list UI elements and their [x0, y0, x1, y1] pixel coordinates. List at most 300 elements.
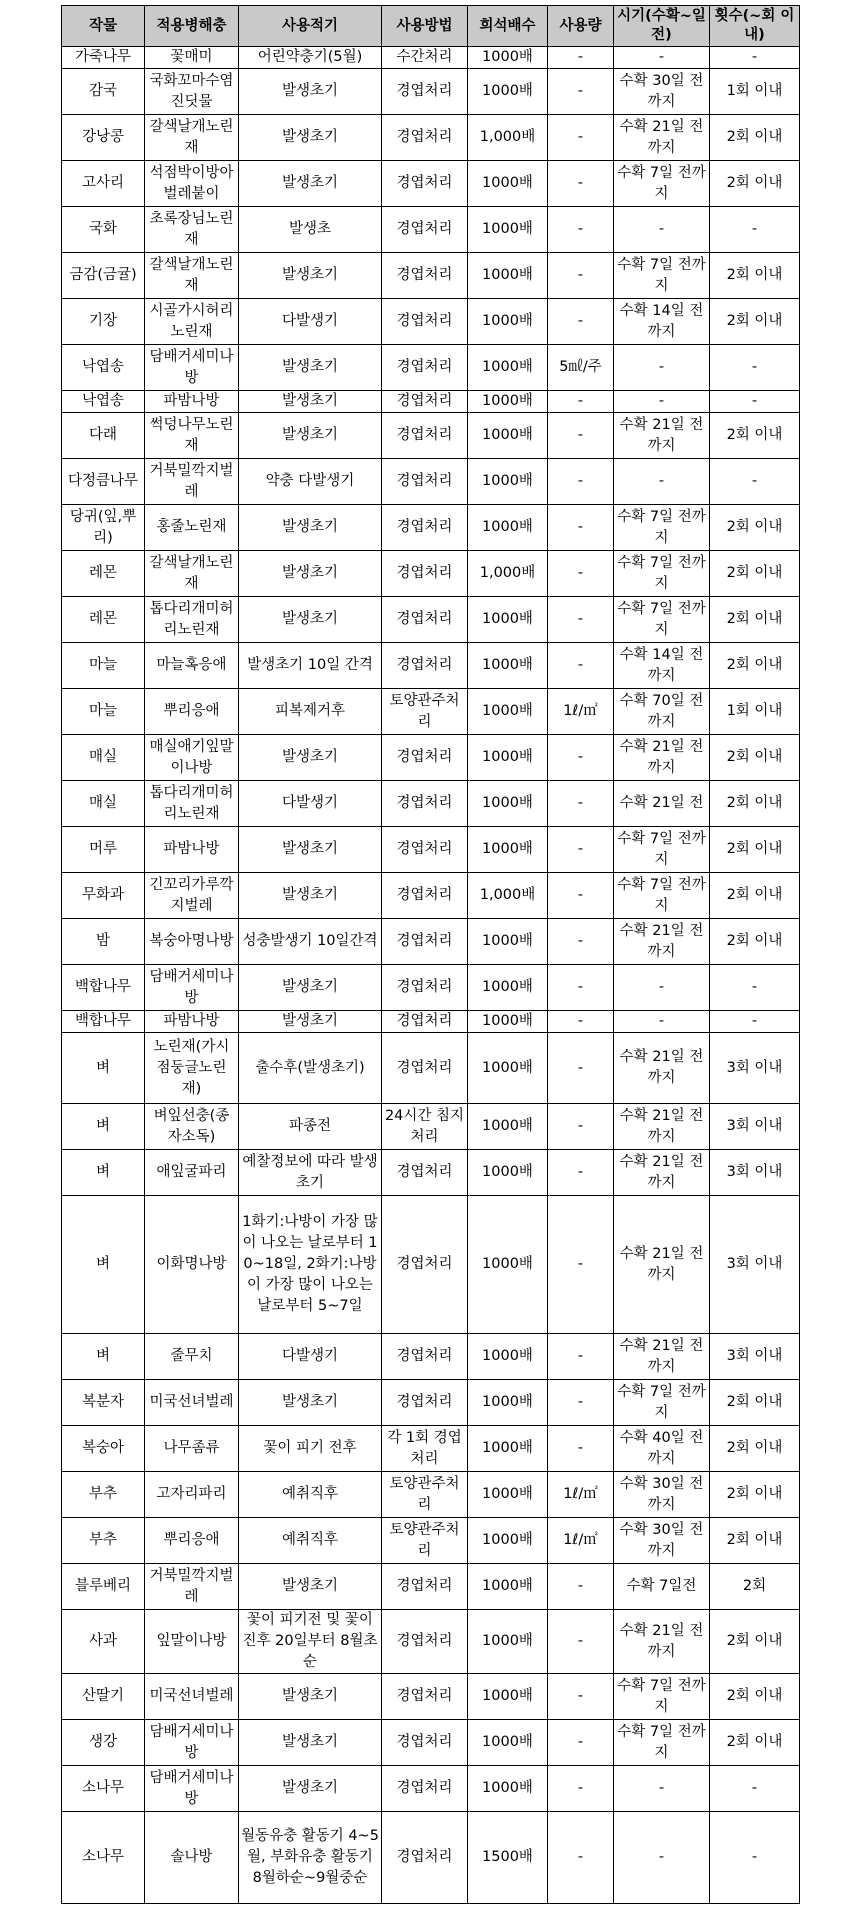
table-row [62, 1334, 800, 1380]
cell-application-timing: 발생초 [239, 207, 382, 253]
table-row [62, 1380, 800, 1426]
cell-crop: 생강 [62, 1720, 145, 1766]
cell-dilution: 1000배 [468, 1564, 548, 1610]
cell-preharvest-interval: 수확 30일 전까지 [614, 69, 710, 115]
cell-max-applications: 2회 이내 [710, 115, 800, 161]
cell-target-pest: 석점박이방아벌레붙이 [145, 161, 239, 207]
cell-crop: 밤 [62, 919, 145, 965]
table-row [62, 1033, 800, 1104]
header-dilution: 희석배수 [468, 6, 548, 47]
cell-application-timing: 피복제거후 [239, 689, 382, 735]
table-row [62, 47, 800, 69]
cell-application-timing: 발생초기 [239, 505, 382, 551]
cell-application-method: 경엽처리 [382, 413, 468, 459]
cell-dilution: 1000배 [468, 1610, 548, 1674]
cell-target-pest: 미국선녀벌레 [145, 1380, 239, 1426]
cell-max-applications: 2회 이내 [710, 735, 800, 781]
cell-usage-amount: 1ℓ/㎡ [548, 1472, 614, 1518]
cell-preharvest-interval: - [614, 1011, 710, 1033]
cell-application-method: 경엽처리 [382, 735, 468, 781]
cell-usage-amount: - [548, 1334, 614, 1380]
cell-preharvest-interval: 수확 30일 전까지 [614, 1472, 710, 1518]
cell-crop: 사과 [62, 1610, 145, 1674]
cell-usage-amount: 5㎖/주 [548, 345, 614, 391]
cell-max-applications: 2회 이내 [710, 1674, 800, 1720]
cell-dilution: 1000배 [468, 299, 548, 345]
cell-crop: 백합나무 [62, 965, 145, 1011]
cell-usage-amount: - [548, 781, 614, 827]
cell-usage-amount: - [548, 1766, 614, 1812]
cell-application-method: 경엽처리 [382, 391, 468, 413]
cell-usage-amount: - [548, 1150, 614, 1196]
cell-preharvest-interval: 수확 7일 전까지 [614, 597, 710, 643]
cell-preharvest-interval: 수확 7일 전까지 [614, 873, 710, 919]
cell-target-pest: 줄무치 [145, 1334, 239, 1380]
cell-application-method: 경엽처리 [382, 1380, 468, 1426]
cell-dilution: 1000배 [468, 919, 548, 965]
cell-usage-amount: - [548, 1011, 614, 1033]
table-row [62, 827, 800, 873]
cell-application-method: 경엽처리 [382, 781, 468, 827]
cell-dilution: 1000배 [468, 597, 548, 643]
cell-dilution: 1000배 [468, 1334, 548, 1380]
cell-preharvest-interval: 수확 14일 전까지 [614, 643, 710, 689]
cell-dilution: 1000배 [468, 1518, 548, 1564]
cell-dilution: 1000배 [468, 1033, 548, 1104]
cell-max-applications: 2회 이내 [710, 919, 800, 965]
cell-application-method: 경엽처리 [382, 873, 468, 919]
cell-max-applications: - [710, 345, 800, 391]
cell-max-applications: 2회 이내 [710, 1472, 800, 1518]
cell-dilution: 1000배 [468, 161, 548, 207]
cell-preharvest-interval: 수확 7일 전까지 [614, 1674, 710, 1720]
cell-preharvest-interval: 수확 21일 전까지 [614, 1150, 710, 1196]
cell-target-pest: 꽃매미 [145, 47, 239, 69]
cell-crop: 금감(금귤) [62, 253, 145, 299]
cell-preharvest-interval: 수확 21일 전까지 [614, 1033, 710, 1104]
table-row [62, 207, 800, 253]
cell-crop: 부추 [62, 1472, 145, 1518]
cell-dilution: 1000배 [468, 47, 548, 69]
cell-application-timing: 발생초기 [239, 253, 382, 299]
cell-application-timing: 파종전 [239, 1104, 382, 1150]
cell-target-pest: 애잎굴파리 [145, 1150, 239, 1196]
cell-usage-amount: - [548, 505, 614, 551]
cell-max-applications: 3회 이내 [710, 1150, 800, 1196]
cell-application-method: 경엽처리 [382, 1812, 468, 1904]
cell-usage-amount: - [548, 1033, 614, 1104]
cell-max-applications: 1회 이내 [710, 69, 800, 115]
cell-max-applications: 3회 이내 [710, 1196, 800, 1334]
cell-crop: 감국 [62, 69, 145, 115]
cell-application-method: 경엽처리 [382, 345, 468, 391]
cell-preharvest-interval: 수확 7일전 [614, 1564, 710, 1610]
cell-usage-amount: - [548, 299, 614, 345]
cell-application-method: 경엽처리 [382, 1610, 468, 1674]
cell-crop: 매실 [62, 781, 145, 827]
cell-max-applications: 2회 이내 [710, 299, 800, 345]
cell-usage-amount: - [548, 1196, 614, 1334]
cell-max-applications: - [710, 1011, 800, 1033]
cell-target-pest: 톱다리개미허리노린재 [145, 781, 239, 827]
cell-dilution: 1500배 [468, 1812, 548, 1904]
cell-preharvest-interval: 수확 7일 전까지 [614, 161, 710, 207]
cell-dilution: 1000배 [468, 965, 548, 1011]
cell-application-timing: 1화기:나방이 가장 많이 나오는 날로부터 10~18일, 2화기:나방이 가장 많이 나오는 날로부터 5~7일 [239, 1196, 382, 1334]
cell-application-timing: 발생초기 [239, 597, 382, 643]
cell-crop: 가죽나무 [62, 47, 145, 69]
cell-max-applications: - [710, 459, 800, 505]
cell-target-pest: 파밤나방 [145, 1011, 239, 1033]
cell-dilution: 1000배 [468, 643, 548, 689]
cell-dilution: 1000배 [468, 1472, 548, 1518]
cell-dilution: 1000배 [468, 1766, 548, 1812]
cell-preharvest-interval: - [614, 1766, 710, 1812]
cell-target-pest: 초록장님노린재 [145, 207, 239, 253]
cell-preharvest-interval: 수확 21일 전까지 [614, 115, 710, 161]
cell-preharvest-interval: 수확 7일 전까지 [614, 1380, 710, 1426]
cell-application-timing: 발생초기 [239, 965, 382, 1011]
cell-usage-amount: - [548, 643, 614, 689]
cell-target-pest: 담배거세미나방 [145, 1766, 239, 1812]
cell-target-pest: 담배거세미나방 [145, 1720, 239, 1766]
cell-crop: 산딸기 [62, 1674, 145, 1720]
cell-max-applications: 2회 이내 [710, 1720, 800, 1766]
cell-max-applications: 2회 이내 [710, 161, 800, 207]
cell-preharvest-interval: 수확 21일 전까지 [614, 1610, 710, 1674]
cell-application-timing: 발생초기 [239, 1766, 382, 1812]
table-row [62, 1196, 800, 1334]
table-row [62, 643, 800, 689]
cell-preharvest-interval: 수확 21일 전 [614, 781, 710, 827]
table-row [62, 1610, 800, 1674]
cell-max-applications: - [710, 391, 800, 413]
table-header-row [62, 6, 800, 47]
cell-preharvest-interval: - [614, 391, 710, 413]
cell-application-timing: 발생초기 [239, 391, 382, 413]
table-row [62, 1674, 800, 1720]
cell-application-timing: 꽃이 피기 전후 [239, 1426, 382, 1472]
cell-application-method: 경엽처리 [382, 505, 468, 551]
cell-max-applications: 3회 이내 [710, 1334, 800, 1380]
cell-application-timing: 예찰정보에 따라 발생초기 [239, 1150, 382, 1196]
cell-usage-amount: - [548, 391, 614, 413]
cell-application-timing: 어린약충기(5월) [239, 47, 382, 69]
cell-preharvest-interval: 수확 21일 전까지 [614, 919, 710, 965]
header-crop: 작물 [62, 6, 145, 47]
cell-dilution: 1,000배 [468, 873, 548, 919]
cell-preharvest-interval: - [614, 965, 710, 1011]
cell-crop: 벼 [62, 1033, 145, 1104]
cell-dilution: 1000배 [468, 459, 548, 505]
table-row [62, 253, 800, 299]
cell-preharvest-interval: 수확 7일 전까지 [614, 505, 710, 551]
cell-application-timing: 발생초기 [239, 873, 382, 919]
cell-crop: 벼 [62, 1196, 145, 1334]
cell-crop: 당귀(잎,뿌리) [62, 505, 145, 551]
header-target-pest: 적용병해충 [145, 6, 239, 47]
cell-application-timing: 발생초기 [239, 735, 382, 781]
cell-preharvest-interval: 수확 21일 전까지 [614, 1334, 710, 1380]
table-row [62, 345, 800, 391]
cell-dilution: 1000배 [468, 827, 548, 873]
cell-crop: 벼 [62, 1334, 145, 1380]
cell-target-pest: 솔나방 [145, 1812, 239, 1904]
cell-target-pest: 고자리파리 [145, 1472, 239, 1518]
cell-target-pest: 이화명나방 [145, 1196, 239, 1334]
cell-target-pest: 나무좀류 [145, 1426, 239, 1472]
cell-usage-amount: - [548, 827, 614, 873]
cell-application-timing: 다발생기 [239, 299, 382, 345]
cell-application-timing: 발생초기 [239, 1011, 382, 1033]
header-max-applications: 횟수(~회 이내) [710, 6, 800, 47]
cell-crop: 소나무 [62, 1766, 145, 1812]
cell-application-timing: 발생초기 [239, 69, 382, 115]
table-row [62, 597, 800, 643]
cell-application-timing: 발생초기 [239, 1380, 382, 1426]
table-row [62, 735, 800, 781]
cell-preharvest-interval: 수확 21일 전까지 [614, 735, 710, 781]
table-row [62, 1720, 800, 1766]
cell-max-applications: 2회 이내 [710, 781, 800, 827]
cell-dilution: 1000배 [468, 1674, 548, 1720]
cell-application-method: 경엽처리 [382, 69, 468, 115]
cell-application-timing: 발생초기 [239, 345, 382, 391]
cell-usage-amount: - [548, 1380, 614, 1426]
table-row [62, 1518, 800, 1564]
cell-application-method: 경엽처리 [382, 1033, 468, 1104]
cell-usage-amount: - [548, 1610, 614, 1674]
cell-application-method: 경엽처리 [382, 919, 468, 965]
cell-max-applications: 2회 이내 [710, 413, 800, 459]
cell-application-method: 경엽처리 [382, 207, 468, 253]
cell-usage-amount: - [548, 1812, 614, 1904]
cell-usage-amount: - [548, 873, 614, 919]
cell-application-method: 토양관주처리 [382, 1518, 468, 1564]
cell-usage-amount: - [548, 919, 614, 965]
cell-target-pest: 담배거세미나방 [145, 345, 239, 391]
cell-target-pest: 시골가시허리노린재 [145, 299, 239, 345]
cell-application-method: 경엽처리 [382, 459, 468, 505]
cell-target-pest: 담배거세미나방 [145, 965, 239, 1011]
cell-dilution: 1000배 [468, 1720, 548, 1766]
cell-crop: 부추 [62, 1518, 145, 1564]
cell-max-applications: - [710, 207, 800, 253]
header-usage-amount: 사용량 [548, 6, 614, 47]
cell-dilution: 1000배 [468, 735, 548, 781]
cell-crop: 낙엽송 [62, 345, 145, 391]
table-row [62, 459, 800, 505]
cell-application-method: 경엽처리 [382, 1564, 468, 1610]
cell-crop: 다래 [62, 413, 145, 459]
cell-target-pest: 뿌리응애 [145, 1518, 239, 1564]
cell-application-method: 경엽처리 [382, 1150, 468, 1196]
table-body [62, 47, 800, 1904]
cell-application-timing: 발생초기 [239, 1564, 382, 1610]
cell-dilution: 1000배 [468, 207, 548, 253]
table-row [62, 781, 800, 827]
cell-application-method: 토양관주처리 [382, 1472, 468, 1518]
cell-usage-amount: - [548, 69, 614, 115]
table-row [62, 391, 800, 413]
cell-application-timing: 성충발생기 10일간격 [239, 919, 382, 965]
cell-dilution: 1000배 [468, 1011, 548, 1033]
cell-max-applications: 2회 이내 [710, 505, 800, 551]
table-row [62, 919, 800, 965]
cell-max-applications: 2회 이내 [710, 1380, 800, 1426]
cell-max-applications: 2회 이내 [710, 1518, 800, 1564]
cell-preharvest-interval: - [614, 345, 710, 391]
cell-target-pest: 거북밀깍지벌레 [145, 1564, 239, 1610]
cell-max-applications: - [710, 47, 800, 69]
table-row [62, 551, 800, 597]
cell-crop: 기장 [62, 299, 145, 345]
cell-max-applications: 1회 이내 [710, 689, 800, 735]
cell-dilution: 1000배 [468, 1104, 548, 1150]
cell-crop: 레몬 [62, 551, 145, 597]
cell-preharvest-interval: 수확 70일 전까지 [614, 689, 710, 735]
cell-target-pest: 마늘혹응애 [145, 643, 239, 689]
cell-application-timing: 예취직후 [239, 1472, 382, 1518]
cell-preharvest-interval: - [614, 1812, 710, 1904]
cell-usage-amount: - [548, 459, 614, 505]
table-row [62, 873, 800, 919]
table-row [62, 1564, 800, 1610]
cell-preharvest-interval: 수확 7일 전까지 [614, 1720, 710, 1766]
cell-preharvest-interval: - [614, 459, 710, 505]
table-row [62, 115, 800, 161]
cell-usage-amount: - [548, 413, 614, 459]
table-row [62, 1472, 800, 1518]
cell-usage-amount: - [548, 1674, 614, 1720]
cell-application-timing: 발생초기 [239, 1674, 382, 1720]
cell-dilution: 1000배 [468, 413, 548, 459]
cell-application-method: 토양관주처리 [382, 689, 468, 735]
table-row [62, 69, 800, 115]
cell-application-timing: 약충 다발생기 [239, 459, 382, 505]
cell-target-pest: 갈색날개노린재 [145, 551, 239, 597]
cell-crop: 마늘 [62, 689, 145, 735]
cell-dilution: 1000배 [468, 689, 548, 735]
cell-target-pest: 미국선녀벌레 [145, 1674, 239, 1720]
cell-crop: 벼 [62, 1150, 145, 1196]
table-row [62, 1011, 800, 1033]
cell-target-pest: 복숭아명나방 [145, 919, 239, 965]
cell-application-timing: 발생초기 [239, 1720, 382, 1766]
cell-preharvest-interval: - [614, 47, 710, 69]
cell-application-timing: 다발생기 [239, 781, 382, 827]
cell-usage-amount: - [548, 1104, 614, 1150]
cell-application-method: 경엽처리 [382, 1196, 468, 1334]
table-row [62, 505, 800, 551]
cell-usage-amount: - [548, 551, 614, 597]
cell-usage-amount: - [548, 597, 614, 643]
cell-target-pest: 벼잎선충(종자소독) [145, 1104, 239, 1150]
cell-crop: 매실 [62, 735, 145, 781]
cell-preharvest-interval: 수확 40일 전까지 [614, 1426, 710, 1472]
cell-max-applications: 2회 이내 [710, 597, 800, 643]
cell-target-pest: 갈색날개노린재 [145, 253, 239, 299]
cell-max-applications: 2회 이내 [710, 643, 800, 689]
cell-application-method: 경엽처리 [382, 827, 468, 873]
cell-usage-amount: - [548, 115, 614, 161]
cell-crop: 고사리 [62, 161, 145, 207]
cell-application-method: 24시간 침지처리 [382, 1104, 468, 1150]
cell-dilution: 1000배 [468, 69, 548, 115]
cell-preharvest-interval: - [614, 207, 710, 253]
cell-dilution: 1000배 [468, 1426, 548, 1472]
cell-preharvest-interval: 수확 21일 전까지 [614, 1196, 710, 1334]
cell-application-method: 경엽처리 [382, 597, 468, 643]
table-row [62, 1766, 800, 1812]
cell-crop: 복분자 [62, 1380, 145, 1426]
header-preharvest-interval: 시기(수확~일전) [614, 6, 710, 47]
table-row [62, 413, 800, 459]
table-row [62, 299, 800, 345]
cell-usage-amount: - [548, 253, 614, 299]
table-row [62, 1426, 800, 1472]
cell-target-pest: 썩덩나무노린재 [145, 413, 239, 459]
cell-crop: 무화과 [62, 873, 145, 919]
cell-crop: 강낭콩 [62, 115, 145, 161]
cell-dilution: 1000배 [468, 391, 548, 413]
cell-application-timing: 발생초기 10일 간격 [239, 643, 382, 689]
cell-application-method: 경엽처리 [382, 161, 468, 207]
cell-max-applications: - [710, 1812, 800, 1904]
cell-max-applications: 3회 이내 [710, 1033, 800, 1104]
cell-target-pest: 갈색날개노린재 [145, 115, 239, 161]
cell-crop: 다정큼나무 [62, 459, 145, 505]
cell-target-pest: 톱다리개미허리노린재 [145, 597, 239, 643]
cell-application-timing: 발생초기 [239, 827, 382, 873]
cell-max-applications: 2회 이내 [710, 1610, 800, 1674]
cell-target-pest: 매실애기잎말이나방 [145, 735, 239, 781]
cell-dilution: 1000배 [468, 505, 548, 551]
cell-dilution: 1,000배 [468, 551, 548, 597]
cell-crop: 레몬 [62, 597, 145, 643]
cell-usage-amount: - [548, 1564, 614, 1610]
cell-usage-amount: - [548, 1720, 614, 1766]
cell-crop: 국화 [62, 207, 145, 253]
cell-target-pest: 파밤나방 [145, 827, 239, 873]
cell-preharvest-interval: 수확 14일 전까지 [614, 299, 710, 345]
cell-crop: 머루 [62, 827, 145, 873]
cell-application-method: 경엽처리 [382, 965, 468, 1011]
cell-dilution: 1000배 [468, 781, 548, 827]
cell-dilution: 1000배 [468, 345, 548, 391]
cell-preharvest-interval: 수확 7일 전까지 [614, 253, 710, 299]
cell-dilution: 1,000배 [468, 115, 548, 161]
cell-max-applications: 2회 이내 [710, 253, 800, 299]
cell-target-pest: 노린재(가시점둥글노린재) [145, 1033, 239, 1104]
cell-usage-amount: 1ℓ/㎡ [548, 1518, 614, 1564]
cell-dilution: 1000배 [468, 253, 548, 299]
cell-preharvest-interval: 수확 7일 전까지 [614, 551, 710, 597]
table-row [62, 965, 800, 1011]
cell-crop: 백합나무 [62, 1011, 145, 1033]
cell-dilution: 1000배 [468, 1150, 548, 1196]
header-application-method: 사용방법 [382, 6, 468, 47]
cell-application-method: 경엽처리 [382, 253, 468, 299]
cell-application-timing: 발생초기 [239, 551, 382, 597]
cell-application-timing: 발생초기 [239, 115, 382, 161]
cell-application-timing: 다발생기 [239, 1334, 382, 1380]
table-row [62, 1150, 800, 1196]
cell-application-timing: 출수후(발생초기) [239, 1033, 382, 1104]
cell-application-method: 경엽처리 [382, 551, 468, 597]
cell-application-method: 경엽처리 [382, 1720, 468, 1766]
cell-application-method: 경엽처리 [382, 1766, 468, 1812]
